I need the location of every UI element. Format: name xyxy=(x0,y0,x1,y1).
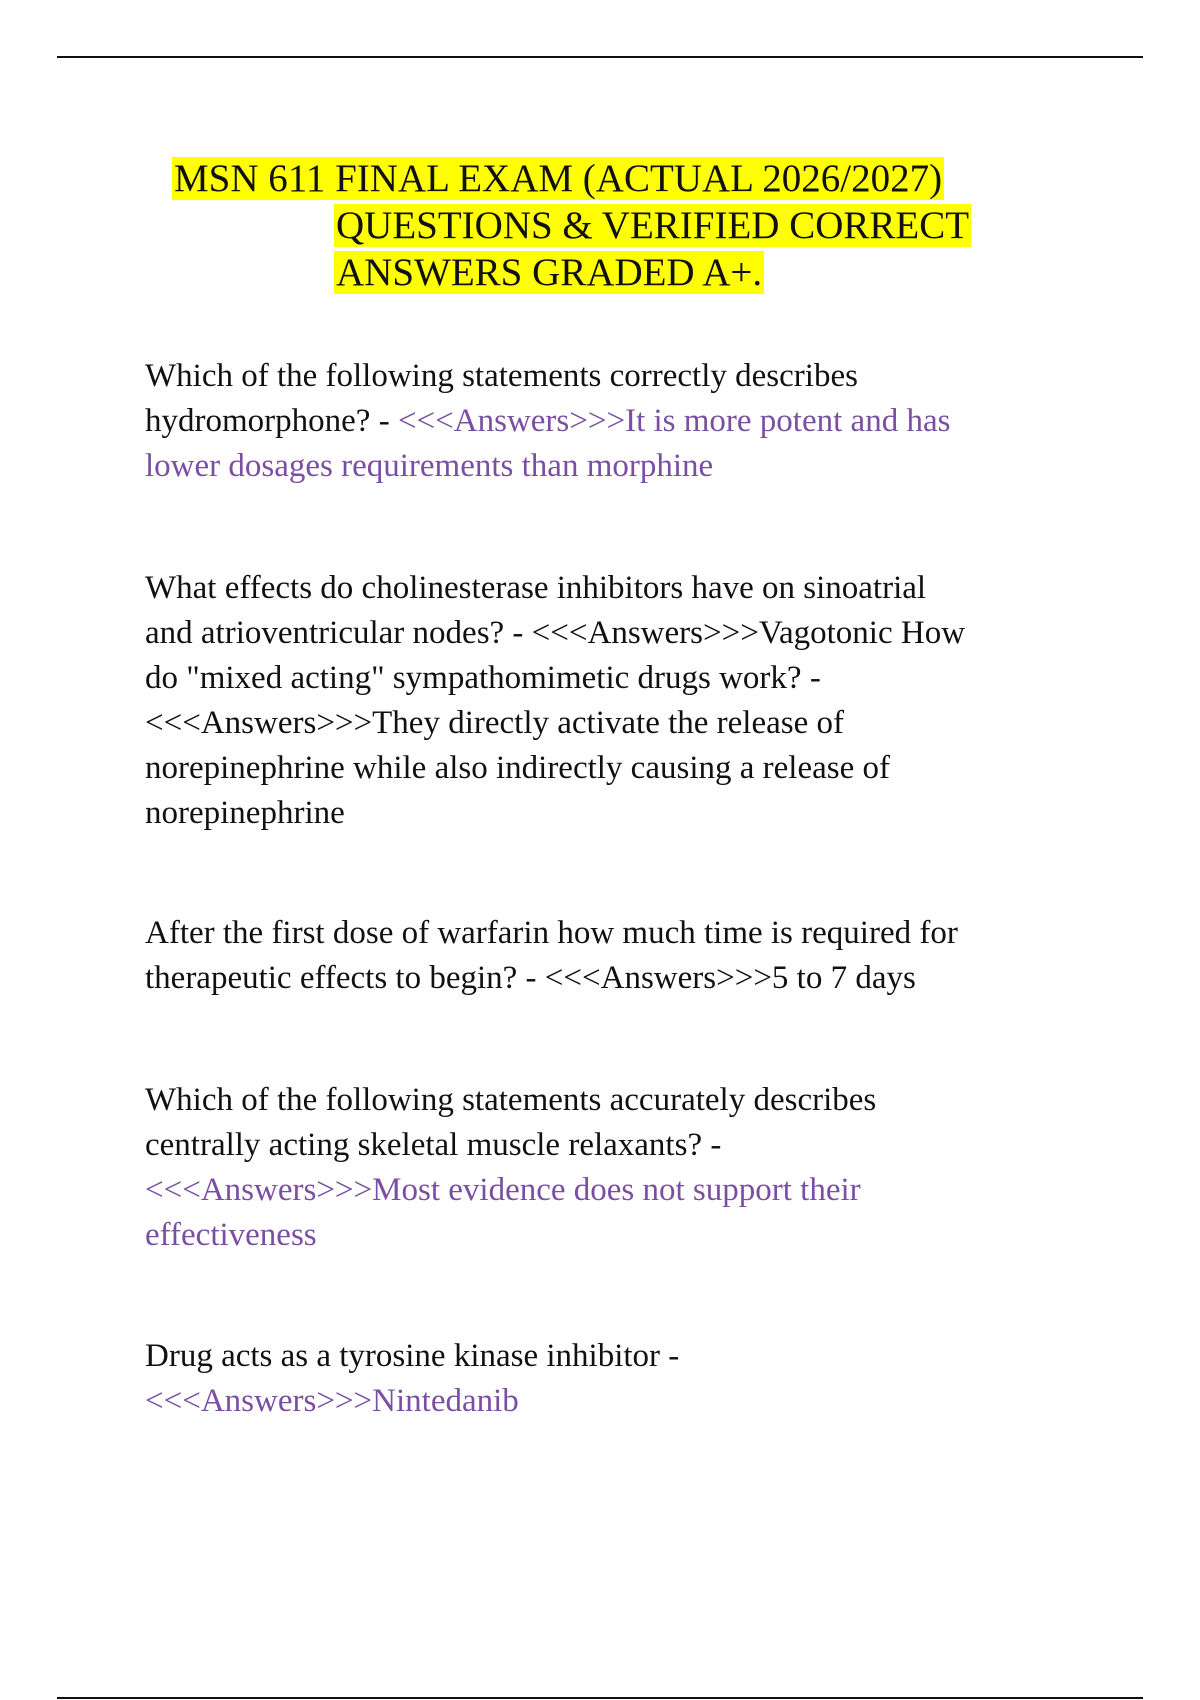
qa-line: <<<Answers>>>They directly activate the release of xyxy=(145,705,844,741)
qa-item-2 xyxy=(145,566,1065,836)
qa-line: Which of the following statements correctly describes xyxy=(145,358,858,394)
qa-item-1 xyxy=(145,354,1065,489)
qa-line xyxy=(145,1213,1065,1258)
answer-text: <<<Answers>>>Nintedanib xyxy=(145,1383,519,1419)
qa-item-4 xyxy=(145,1078,1065,1258)
qa-line: therapeutic effects to begin? - <<<Answers>>>5 to 7 days xyxy=(145,960,916,996)
qa-line: do "mixed acting" sympathomimetic drugs work? - xyxy=(145,660,821,696)
qa-line: and atrioventricular nodes? - <<<Answers>>>Vagotonic How xyxy=(145,615,966,651)
qa-item-5 xyxy=(145,1334,1065,1424)
document-title xyxy=(0,155,1200,296)
top-rule xyxy=(57,56,1143,58)
qa-line: norepinephrine while also indirectly causing a release of xyxy=(145,750,890,786)
bottom-rule xyxy=(57,1697,1143,1699)
title-line-3: ANSWERS GRADED A+. xyxy=(336,251,763,294)
qa-line: Which of the following statements accurately describes xyxy=(145,1082,877,1118)
answer-text: lower dosages requirements than morphine xyxy=(145,448,714,484)
qa-line: What effects do cholinesterase inhibitors have on sinoatrial xyxy=(145,570,927,606)
answer-text: <<<Answers>>>It is more potent and has xyxy=(397,403,951,439)
qa-line: centrally acting skeletal muscle relaxants? - xyxy=(145,1127,722,1163)
qa-line: hydromorphone? - <<<Answers>>>It is more potent and has xyxy=(145,403,951,439)
title-line-2: QUESTIONS & VERIFIED CORRECT xyxy=(336,204,970,247)
title-line-1: MSN 611 FINAL EXAM (ACTUAL 2026/2027) xyxy=(174,157,943,200)
qa-line xyxy=(145,1379,1065,1424)
qa-item-3 xyxy=(145,911,1065,1001)
qa-line xyxy=(145,444,1065,489)
qa-line xyxy=(145,1168,1065,1213)
qa-line: After the first dose of warfarin how much time is required for xyxy=(145,915,958,951)
answer-text: <<<Answers>>>Most evidence does not support their xyxy=(145,1172,861,1208)
qa-line: norepinephrine xyxy=(145,795,345,831)
qa-line: Drug acts as a tyrosine kinase inhibitor - xyxy=(145,1338,680,1374)
answer-text: effectiveness xyxy=(145,1217,317,1253)
